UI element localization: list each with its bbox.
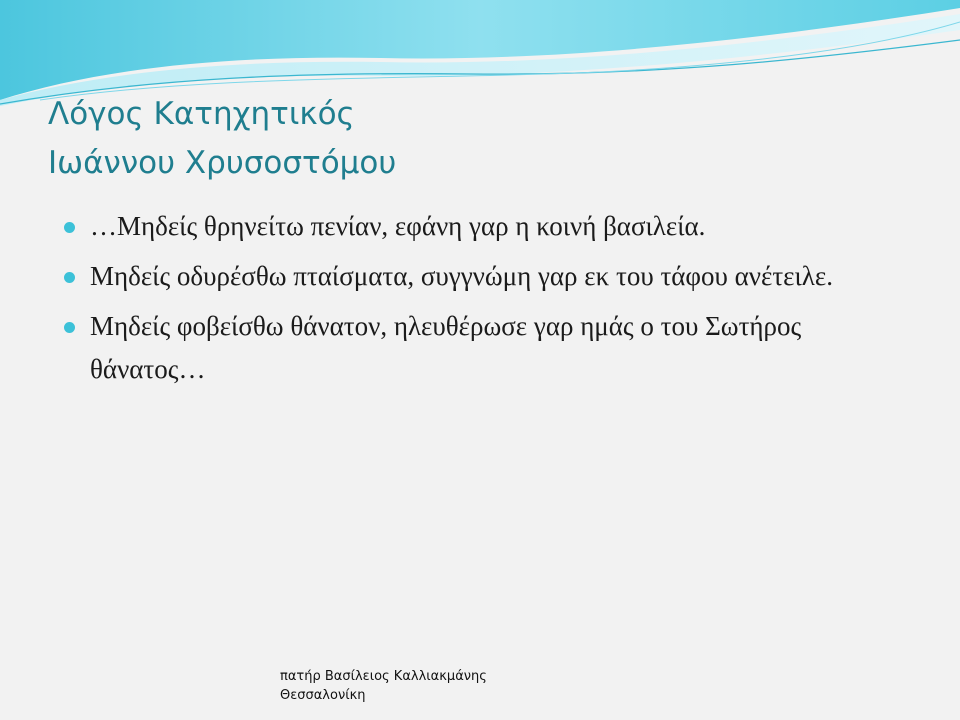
slide-title-line-2: Ιωάννου Χρυσοστόμου	[48, 145, 397, 181]
bullet-text: Μηδείς φοβείσθω θάνατον, ηλευθέρωσε γαρ ημάς ο του Σωτήρος θάνατος…	[90, 311, 802, 384]
footer-place: Θεσσαλονίκη	[280, 688, 366, 703]
slide-footer	[280, 667, 580, 705]
slide-title-line-1: Λόγος Κατηχητικός	[48, 96, 355, 132]
footer-author: πατήρ Βασίλειος Καλλιακμάνης	[280, 669, 487, 684]
slide-title	[48, 90, 908, 188]
bullet-dot-icon	[64, 322, 75, 333]
bullet-dot-icon	[64, 272, 75, 283]
bullet-dot-icon	[64, 222, 75, 233]
bullet-list	[64, 205, 914, 398]
bullet-item	[64, 255, 914, 298]
bullet-text: Μηδείς οδυρέσθω πταίσματα, συγγνώμη γαρ εκ του τάφου ανέτειλε.	[90, 261, 833, 291]
bullet-text: …Μηδείς θρηνείτω πενίαν, εφάνη γαρ η κοινή βασιλεία.	[90, 211, 706, 241]
bullet-item	[64, 305, 914, 391]
bullet-item	[64, 205, 914, 248]
